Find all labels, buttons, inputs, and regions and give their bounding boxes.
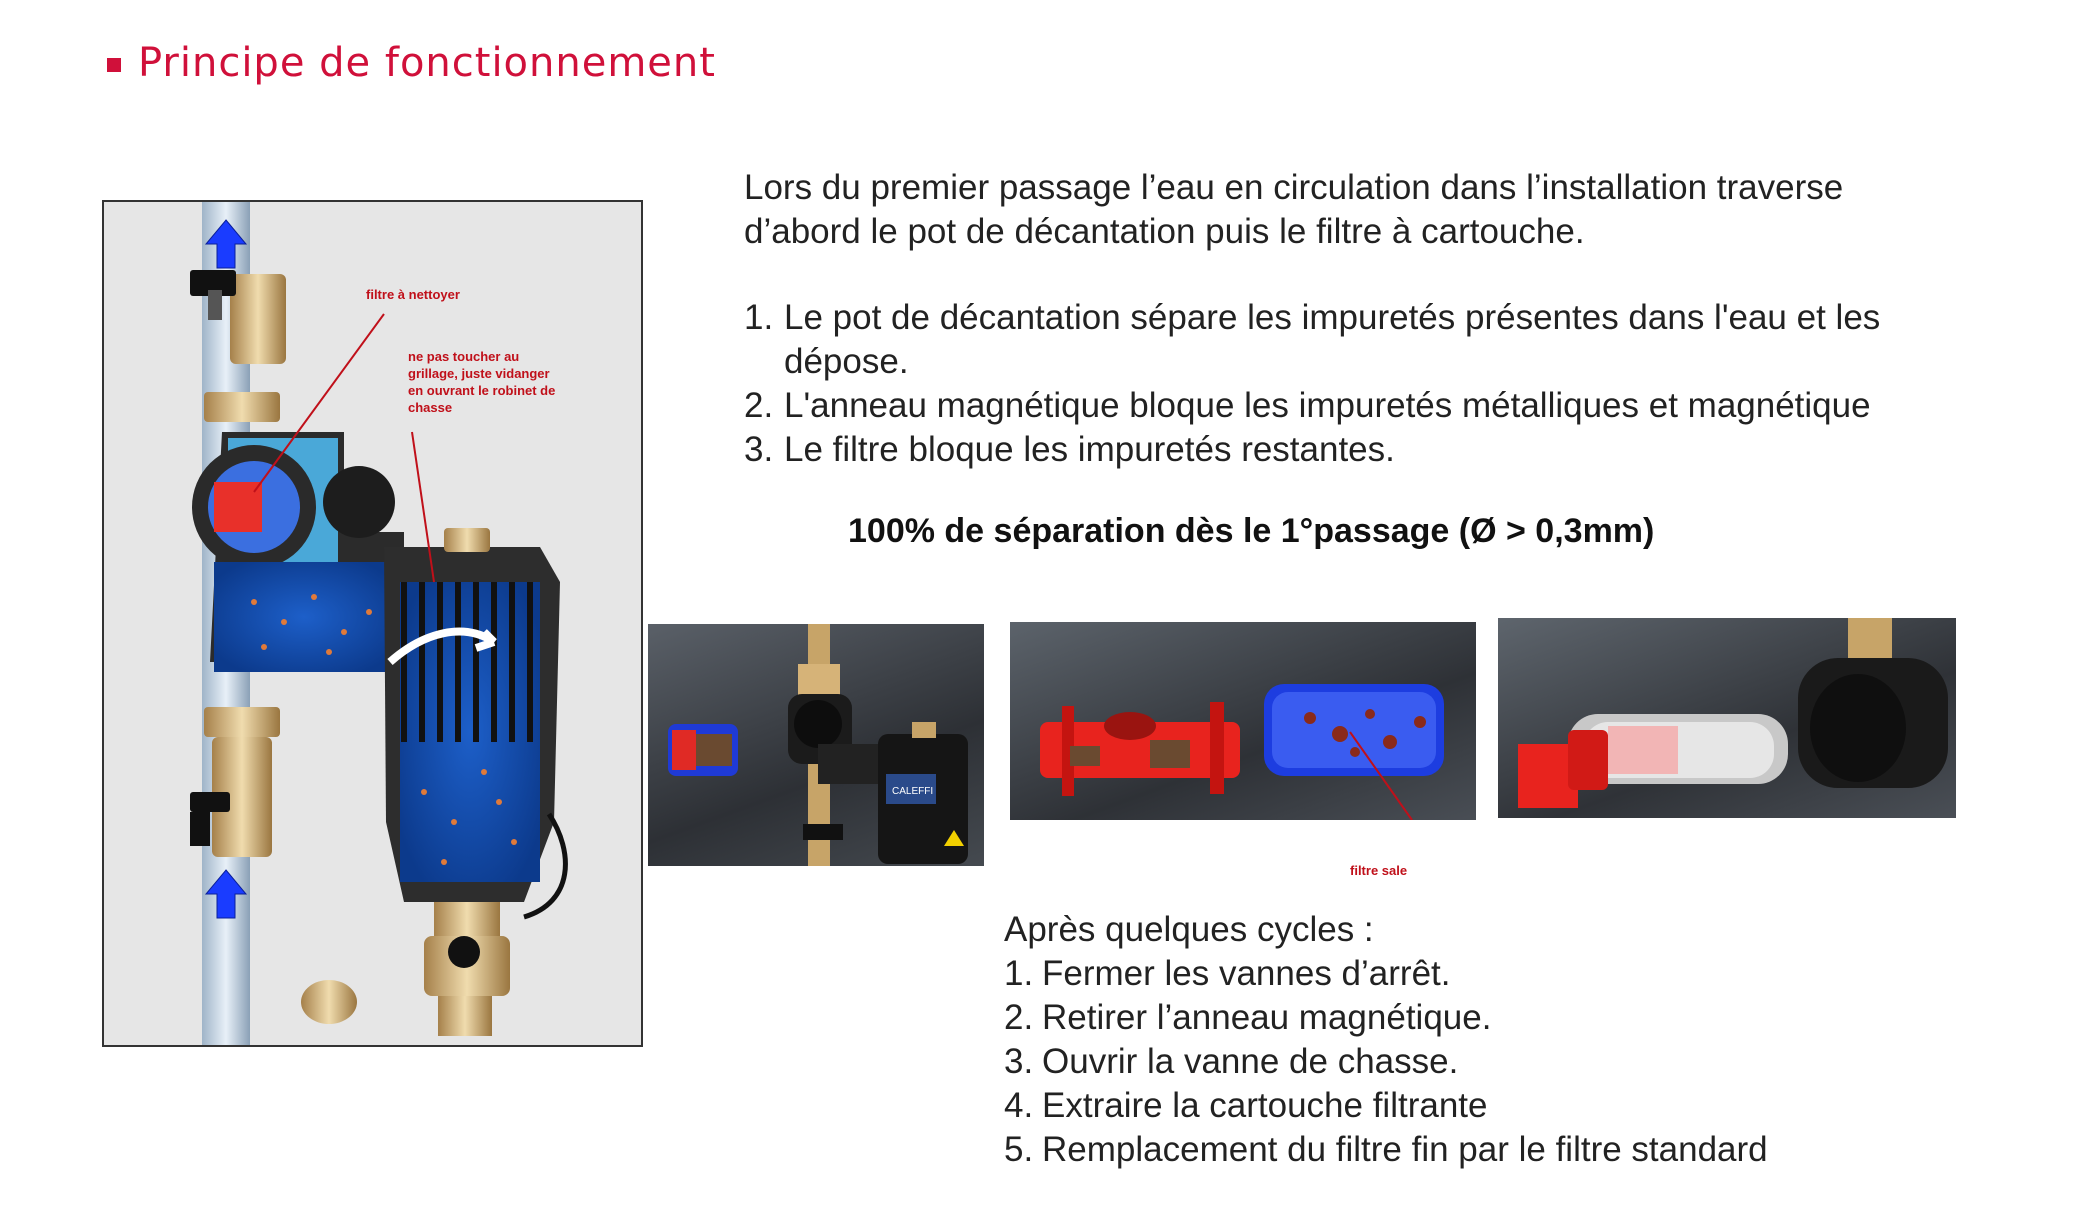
dirty-filter-illustration	[1010, 622, 1476, 820]
title-bullet	[107, 58, 121, 72]
list-item-number: 3.	[1004, 1042, 1034, 1081]
photo-installation	[648, 624, 984, 866]
list-item-number: 1.	[1004, 954, 1034, 993]
list-item	[1004, 1128, 1768, 1172]
list-item	[1004, 1040, 1768, 1084]
list-item-text: Le pot de décantation sépare les impuretés présentes dans l'eau et les dépose.	[784, 298, 1881, 381]
annotation-dirty-filter: filtre sale	[1350, 863, 1408, 878]
cartridge-removal-illustration	[1498, 618, 1956, 818]
list-item-text: Ouvrir la vanne de chasse.	[1042, 1042, 1459, 1081]
intro-paragraph: Lors du premier passage l’eau en circulation dans l’installation traverse d’abord le pot de décantation puis le filtre à cartouche.	[744, 168, 1844, 251]
list-item	[744, 428, 1924, 472]
annotation-do-not-touch: ne pas toucher au grillage, juste vidanger en ouvrant le robinet de chasse	[408, 349, 556, 415]
list-item-text: Remplacement du filtre fin par le filtre standard	[1042, 1130, 1768, 1169]
photo-dirty-filter	[1010, 622, 1476, 820]
list-item-text: Le filtre bloque les impuretés restantes.	[784, 430, 1395, 469]
list-item-number: 5.	[1004, 1130, 1034, 1169]
list-item	[744, 384, 1924, 428]
separation-headline: 100% de séparation dès le 1°passage (Ø > 0,3mm)	[848, 512, 1655, 550]
list-item	[1004, 952, 1768, 996]
list-item-number: 1.	[744, 298, 774, 337]
brand-label: CALEFFI	[892, 786, 934, 797]
annotation-filter-to-clean: filtre à nettoyer	[366, 287, 460, 302]
list-item-number: 4.	[1004, 1086, 1034, 1125]
list-item-number: 2.	[744, 386, 774, 425]
installation-illustration	[648, 624, 984, 866]
photo-cartridge-removal	[1498, 618, 1956, 818]
list-item-text: L'anneau magnétique bloque les impuretés métalliques et magnétique	[784, 386, 1871, 425]
cutaway-illustration	[104, 202, 641, 1045]
cutaway-diagram	[102, 200, 643, 1047]
list-item	[744, 296, 1924, 384]
list-item-text: Extraire la cartouche filtrante	[1042, 1086, 1488, 1125]
page-title: Principe de fonctionnement	[138, 40, 716, 86]
after-cycles-title: Après quelques cycles :	[1004, 910, 1374, 949]
list-item	[1004, 996, 1768, 1040]
list-item-number: 2.	[1004, 998, 1034, 1037]
list-item-text: Fermer les vannes d’arrêt.	[1042, 954, 1451, 993]
list-item-number: 3.	[744, 430, 774, 469]
maintenance-steps-list	[1004, 952, 1768, 1172]
separation-steps-list	[744, 296, 1924, 472]
list-item-text: Retirer l’anneau magnétique.	[1042, 998, 1492, 1037]
list-item	[1004, 1084, 1768, 1128]
